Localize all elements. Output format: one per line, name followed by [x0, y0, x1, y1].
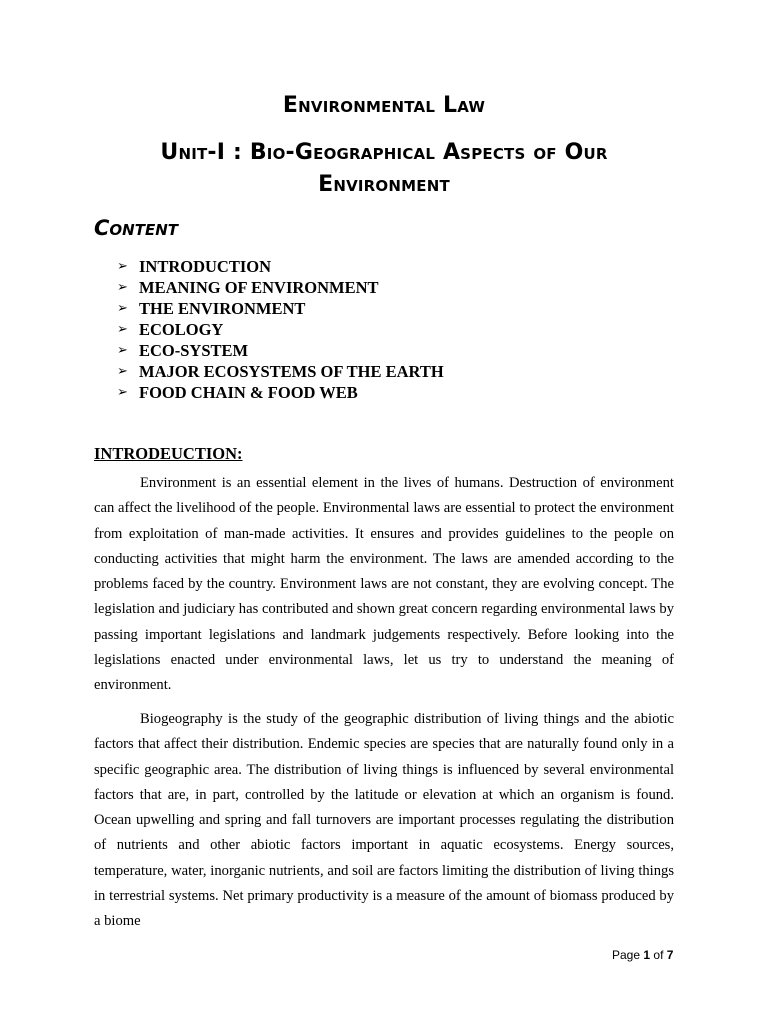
- toc-item: [117, 256, 444, 277]
- toc-item-label: INTRODUCTION: [139, 257, 272, 276]
- arrow-bullet-icon: ➢: [117, 259, 128, 274]
- toc-item-label: MAJOR ECOSYSTEMS OF THE EARTH: [139, 362, 444, 381]
- arrow-bullet-icon: ➢: [117, 364, 128, 379]
- toc-item: [117, 277, 444, 298]
- toc-item-label: ECOLOGY: [139, 320, 224, 339]
- toc-item: [117, 340, 444, 361]
- toc-item-label: MEANING OF ENVIRONMENT: [139, 278, 379, 297]
- toc-item: [117, 298, 444, 319]
- unit-title-line-1: Unit-I : Bio-Geographical Aspects of Our: [160, 140, 608, 165]
- page-of: of: [653, 948, 664, 962]
- body-paragraph: Biogeography is the study of the geographic distribution of living things and the abiotic factors that affect their distribution. Endemic species are species that are naturally found only in a specific geographic area. The distribution of living things is influenced by several environmental factors that are, in part, controlled by the latitude or elevation at which an organism is found. Ocean upwelling and spring and fall turnovers are important processes regulating the distribution of nutrients and other abiotic factors important in aquatic ecosystems. Energy sources, temperature, water, inorganic nutrients, and soil are factors limiting the distribution of living things in terrestrial systems. Net primary productivity is a measure of the amount of biomass produced by a biome: [94, 711, 674, 930]
- page-label: Page: [612, 948, 641, 962]
- page-number: [612, 948, 673, 962]
- toc-item-label: THE ENVIRONMENT: [139, 299, 306, 318]
- page-total: 7: [666, 948, 674, 962]
- document-title: Environmental Law: [282, 93, 486, 118]
- table-of-contents: [117, 256, 444, 403]
- toc-item: [117, 382, 444, 403]
- body-paragraph: Environment is an essential element in the lives of humans. Destruction of environment can affect the livelihood of the people. Environmental laws are essential to protect the environment from exploitation of man-made activities. It ensures and provides guidelines to the people on conducting activities that might harm the environment. The laws are amended according to the problems faced by the country. Environment laws are not constant, they are evolving concept. The legislation and judiciary has contributed and shown great concern regarding environmental laws by passing important legislations and landmark judgements respectively. Before looking into the legislations enacted under environmental laws, let us try to understand the meaning of environment.: [94, 475, 674, 694]
- arrow-bullet-icon: ➢: [117, 280, 128, 295]
- toc-item: [117, 361, 444, 382]
- section-heading-introduction: INTRODEUCTION:: [94, 444, 243, 463]
- toc-item-label: ECO-SYSTEM: [139, 341, 249, 360]
- arrow-bullet-icon: ➢: [117, 301, 128, 316]
- content-heading: Content: [94, 216, 178, 240]
- page-current: 1: [643, 948, 651, 962]
- toc-item: [117, 319, 444, 340]
- arrow-bullet-icon: ➢: [117, 343, 128, 358]
- unit-title-line-2: Environment: [318, 172, 450, 197]
- arrow-bullet-icon: ➢: [117, 322, 128, 337]
- arrow-bullet-icon: ➢: [117, 385, 128, 400]
- toc-item-label: FOOD CHAIN & FOOD WEB: [139, 383, 358, 402]
